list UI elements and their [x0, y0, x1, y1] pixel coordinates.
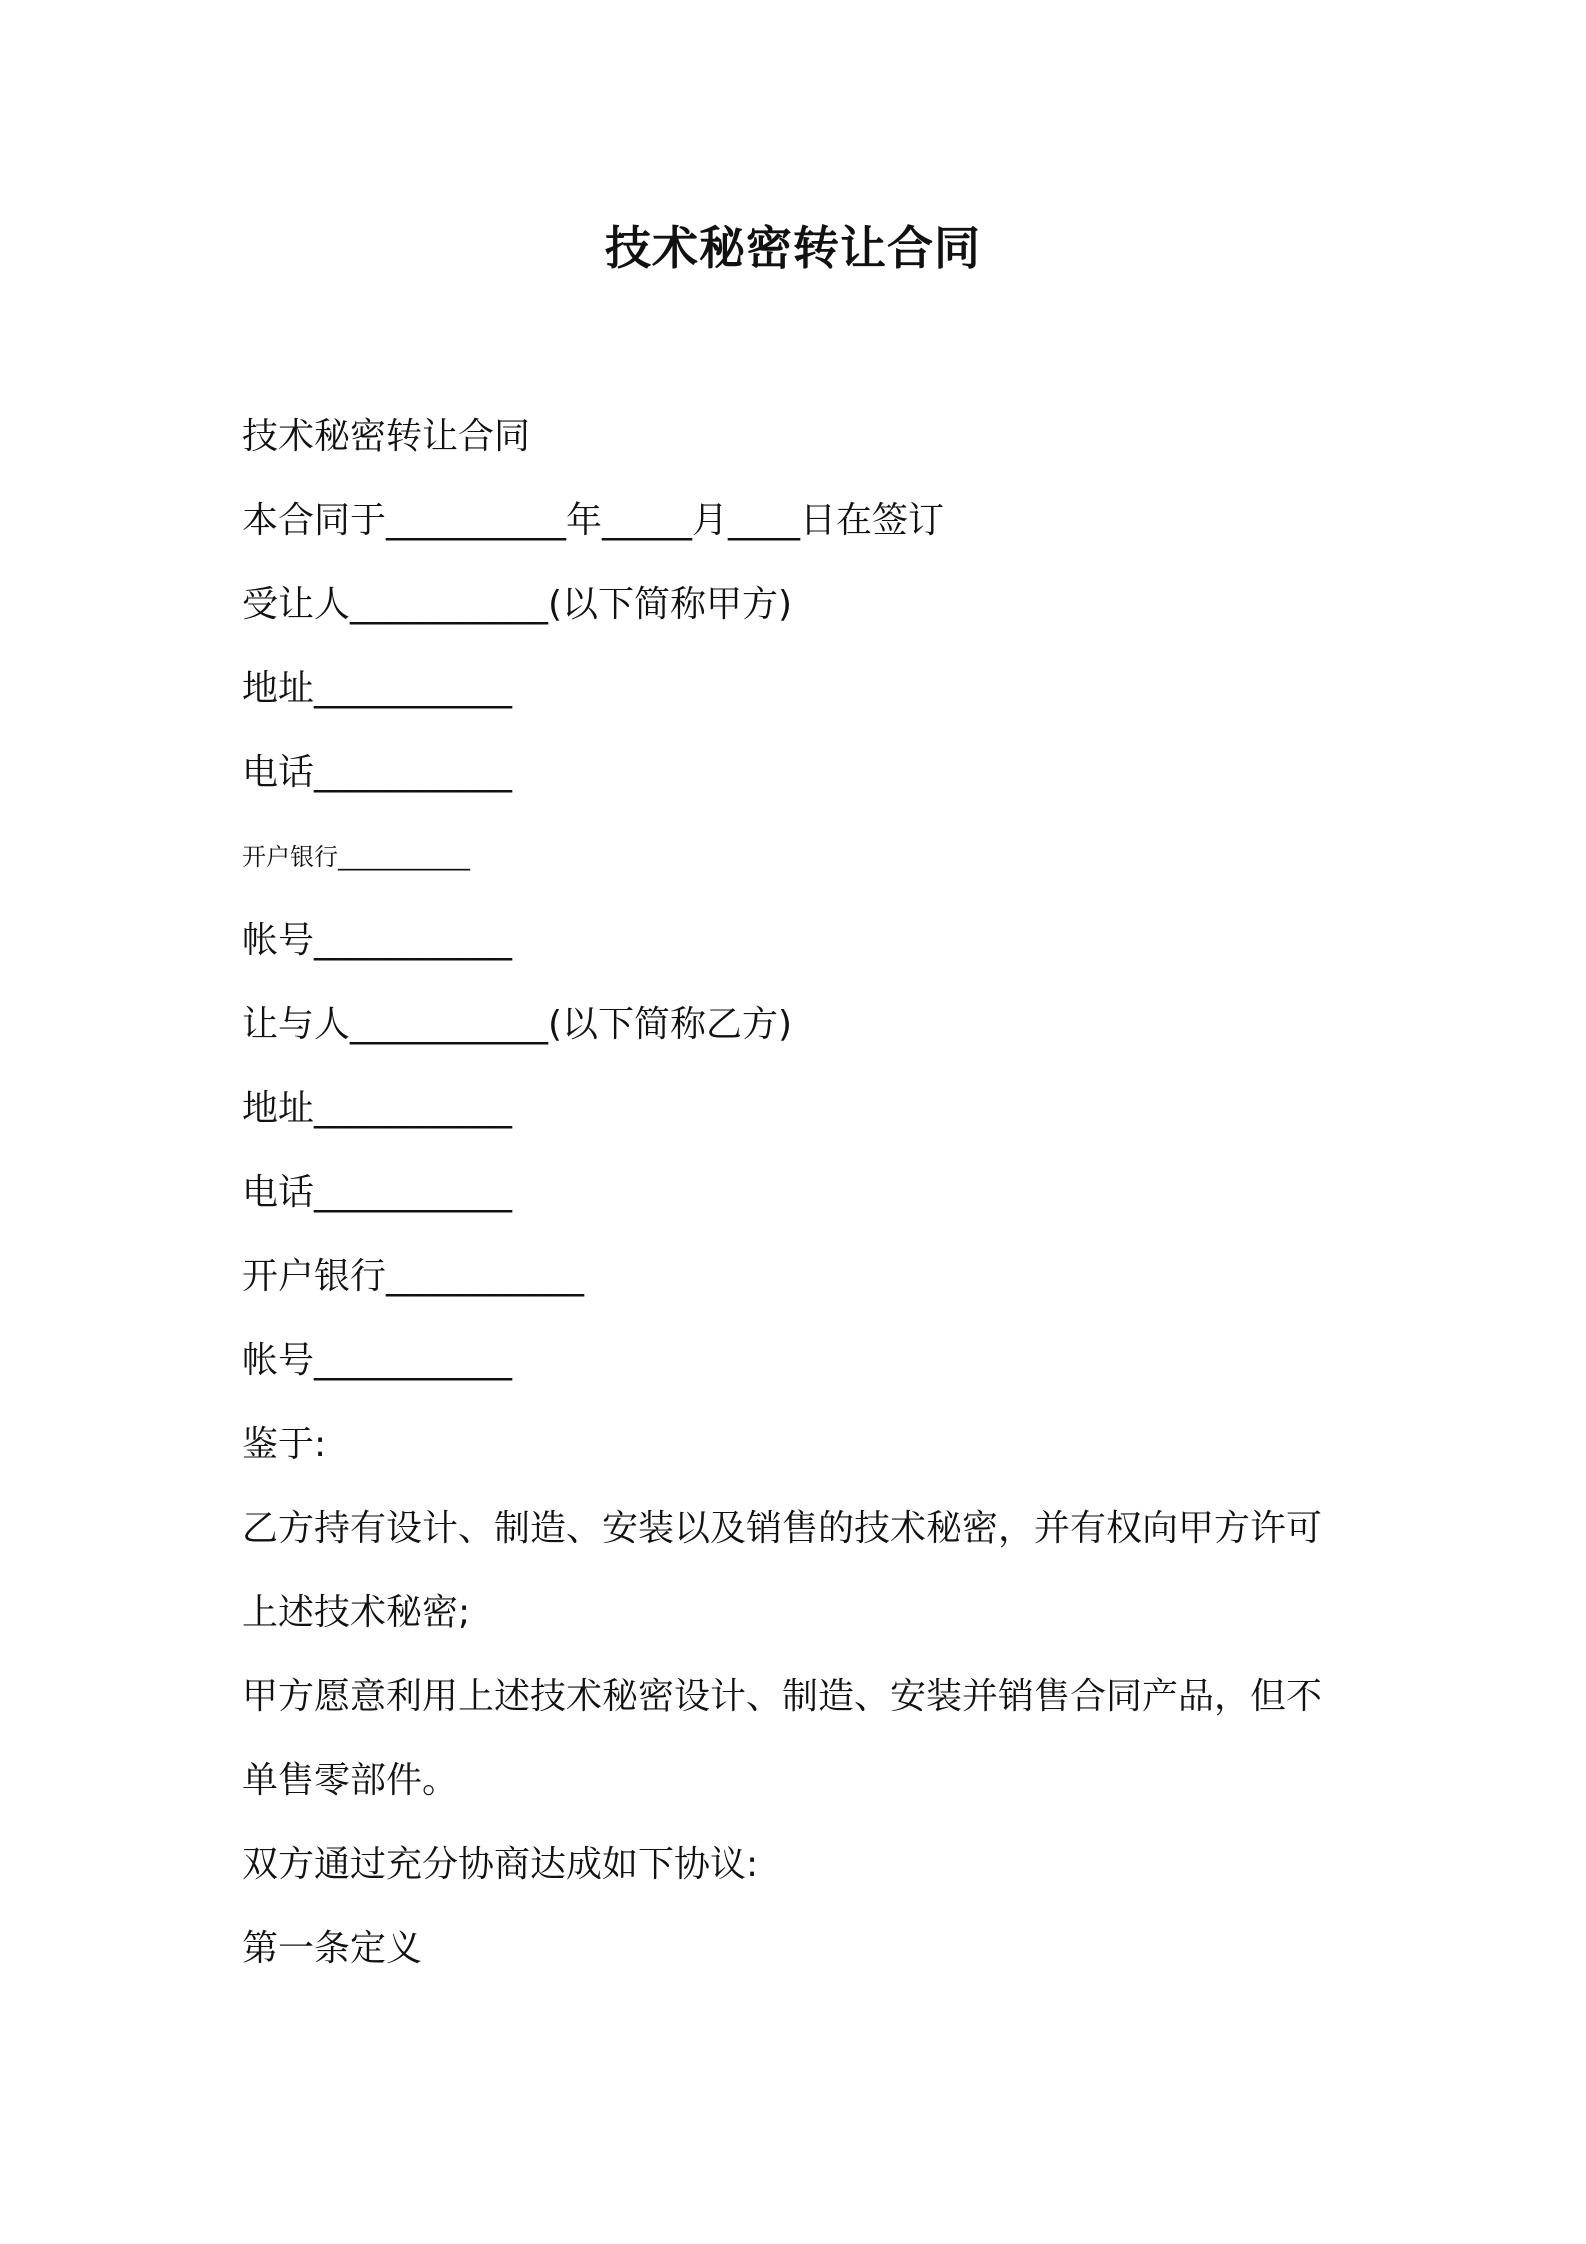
party-a-account-line: 帐号___________	[242, 920, 513, 961]
party-a-bank-line: 开户银行___________	[242, 843, 470, 871]
recital-1-line-1: 乙方持有设计、制造、安装以及销售的技术秘密，并有权向甲方许可	[242, 1508, 1323, 1549]
party-a-phone-line: 电话___________	[242, 752, 513, 793]
recital-2-line-1: 甲方愿意利用上述技术秘密设计、制造、安装并销售合同产品，但不	[242, 1676, 1323, 1717]
signing-date-line: 本合同于__________年_____月____日在签订	[242, 500, 945, 541]
party-b-phone-line: 电话___________	[242, 1172, 513, 1213]
recital-1-line-2: 上述技术秘密;	[242, 1592, 471, 1633]
agreement-intro: 双方通过充分协商达成如下协议:	[242, 1844, 759, 1885]
contract-heading: 技术秘密转让合同	[242, 416, 531, 457]
party-b-address-line: 地址___________	[242, 1088, 513, 1129]
party-b-bank-line: 开户银行___________	[242, 1256, 585, 1297]
article-1-heading: 第一条定义	[242, 1928, 423, 1969]
recital-2-line-2: 单售零部件。	[242, 1760, 459, 1801]
document-title: 技术秘密转让合同	[605, 221, 981, 275]
party-b-account-line: 帐号___________	[242, 1340, 513, 1381]
party-a-address-line: 地址___________	[242, 668, 513, 709]
party-b-name-line: 让与人___________(以下简称乙方)	[242, 1004, 793, 1045]
recitals-heading: 鉴于:	[242, 1424, 327, 1465]
party-a-name-line: 受让人___________(以下简称甲方)	[242, 584, 793, 625]
